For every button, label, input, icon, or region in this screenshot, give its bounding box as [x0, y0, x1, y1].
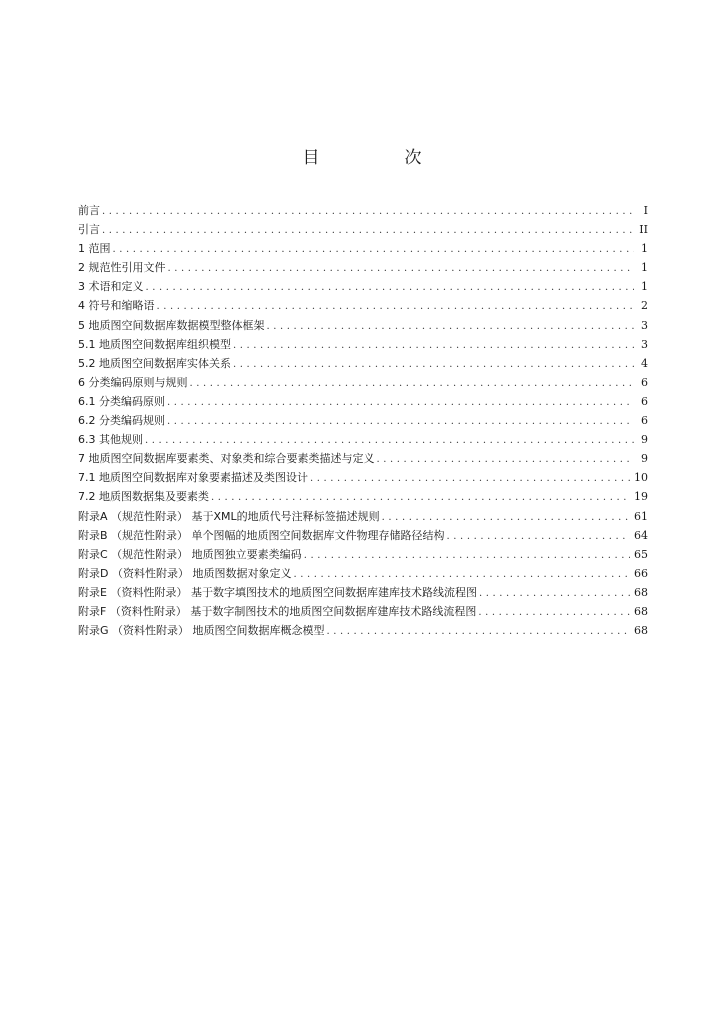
toc-entry[interactable]	[78, 258, 648, 277]
toc-entry-page: 19	[634, 490, 648, 504]
toc-entry-label: 引言	[78, 223, 100, 237]
toc-entry[interactable]	[78, 373, 648, 392]
toc-entry-label: 6 分类编码原则与规则	[78, 375, 188, 389]
toc-leader-dots	[102, 202, 634, 221]
toc-entry[interactable]	[78, 354, 648, 373]
toc-leader-dots	[382, 508, 630, 527]
toc-entry[interactable]	[78, 220, 648, 239]
toc-entry-page: 68	[634, 624, 648, 638]
toc-entry-label: 7.1 地质图空间数据库对象要素描述及类图设计	[78, 471, 308, 485]
toc-entry-label: 5.2 地质图空间数据库实体关系	[78, 356, 231, 370]
toc-entry-page: 9	[641, 433, 648, 447]
toc-entry[interactable]	[78, 545, 648, 564]
toc-entry-label: 附录G （资料性附录） 地质图空间数据库概念模型	[78, 624, 325, 638]
toc-entry-label: 3 术语和定义	[78, 280, 144, 294]
toc-entry-page: 66	[634, 566, 648, 580]
toc-entry-page: 68	[634, 604, 648, 618]
toc-entry[interactable]	[78, 602, 648, 621]
toc-entry-page: 10	[634, 471, 648, 485]
toc-leader-dots	[145, 431, 634, 450]
toc-entry[interactable]	[78, 526, 648, 545]
toc-entry-page: 6	[641, 394, 648, 408]
toc-entry[interactable]	[78, 296, 648, 315]
toc-entry[interactable]	[78, 239, 648, 258]
toc-leader-dots	[310, 469, 630, 488]
toc-entry-label: 前言	[78, 204, 100, 217]
toc-entry-page: I	[643, 204, 648, 217]
toc-entry-page: 6	[641, 375, 648, 389]
toc-entry-label: 5 地质图空间数据库数据模型整体框架	[78, 318, 265, 332]
toc-entry-label: 附录E （资料性附录） 基于数字填图技术的地质图空间数据库建库技术路线流程图	[78, 585, 477, 599]
toc-entry[interactable]	[78, 277, 648, 296]
toc-leader-dots	[190, 374, 635, 393]
toc-entry[interactable]	[78, 316, 648, 335]
toc-entry[interactable]	[78, 507, 648, 526]
toc-entry-page: 1	[641, 242, 648, 256]
toc-entry[interactable]	[78, 621, 648, 640]
toc-entry-label: 5.1 地质图空间数据库组织模型	[78, 337, 231, 351]
toc-entry[interactable]	[78, 411, 648, 430]
toc-entry-label: 6.2 分类编码规则	[78, 414, 165, 428]
toc-entry-label: 7.2 地质图数据集及要素类	[78, 490, 209, 504]
toc-entry-page: 6	[641, 414, 648, 428]
toc-entry[interactable]	[78, 430, 648, 449]
table-of-contents	[78, 201, 648, 640]
toc-entry[interactable]	[78, 583, 648, 602]
toc-entry[interactable]	[78, 392, 648, 411]
toc-leader-dots	[146, 278, 635, 297]
toc-entry-page: 65	[634, 547, 648, 561]
toc-leader-dots	[113, 240, 635, 259]
toc-entry-label: 4 符号和缩略语	[78, 299, 155, 313]
toc-entry-page: 68	[634, 585, 648, 599]
toc-leader-dots	[211, 488, 630, 507]
toc-leader-dots	[327, 622, 630, 641]
page-title: 目 次	[302, 148, 456, 168]
toc-entry-label: 6.3 其他规则	[78, 433, 143, 447]
toc-leader-dots	[447, 527, 630, 546]
toc-entry-label: 1 范围	[78, 242, 111, 256]
toc-leader-dots	[168, 259, 635, 278]
toc-entry[interactable]	[78, 468, 648, 487]
toc-leader-dots	[479, 584, 630, 603]
toc-entry[interactable]	[78, 335, 648, 354]
toc-leader-dots	[167, 412, 634, 431]
toc-entry[interactable]	[78, 201, 648, 220]
toc-leader-dots	[102, 221, 634, 240]
toc-leader-dots	[267, 317, 635, 336]
toc-leader-dots	[233, 355, 634, 374]
toc-entry-page: 4	[641, 356, 648, 370]
toc-entry-label: 附录A （规范性附录） 基于XML的地质代号注释标签描述规则	[78, 509, 380, 523]
toc-entry-page: 3	[641, 318, 648, 332]
toc-entry-label: 附录B （规范性附录） 单个图幅的地质图空间数据库文件物理存储路径结构	[78, 528, 445, 542]
toc-entry-page: 61	[634, 509, 648, 523]
toc-leader-dots	[167, 393, 634, 412]
toc-leader-dots	[233, 336, 634, 355]
toc-entry-label: 6.1 分类编码原则	[78, 394, 165, 408]
toc-leader-dots	[478, 603, 630, 622]
toc-entry-page: II	[639, 223, 648, 237]
toc-entry-label: 附录F （资料性附录） 基于数字制图技术的地质图空间数据库建库技术路线流程图	[78, 604, 477, 618]
toc-entry-label: 附录C （规范性附录） 地质图独立要素类编码	[78, 547, 302, 561]
toc-leader-dots	[157, 297, 635, 316]
toc-entry-page: 3	[641, 337, 648, 351]
toc-entry-page: 2	[641, 299, 648, 313]
toc-leader-dots	[377, 450, 635, 469]
toc-entry-page: 1	[641, 280, 648, 294]
toc-entry[interactable]	[78, 449, 648, 468]
toc-entry-label: 附录D （资料性附录） 地质图数据对象定义	[78, 566, 292, 580]
toc-entry-label: 7 地质图空间数据库要素类、对象类和综合要素类描述与定义	[78, 452, 375, 466]
toc-entry-page: 9	[641, 452, 648, 466]
toc-leader-dots	[293, 565, 630, 584]
toc-entry-page: 1	[641, 261, 648, 275]
toc-entry[interactable]	[78, 564, 648, 583]
toc-leader-dots	[304, 546, 630, 565]
toc-entry-page: 64	[634, 528, 648, 542]
toc-entry[interactable]	[78, 487, 648, 506]
toc-entry-label: 2 规范性引用文件	[78, 261, 166, 275]
